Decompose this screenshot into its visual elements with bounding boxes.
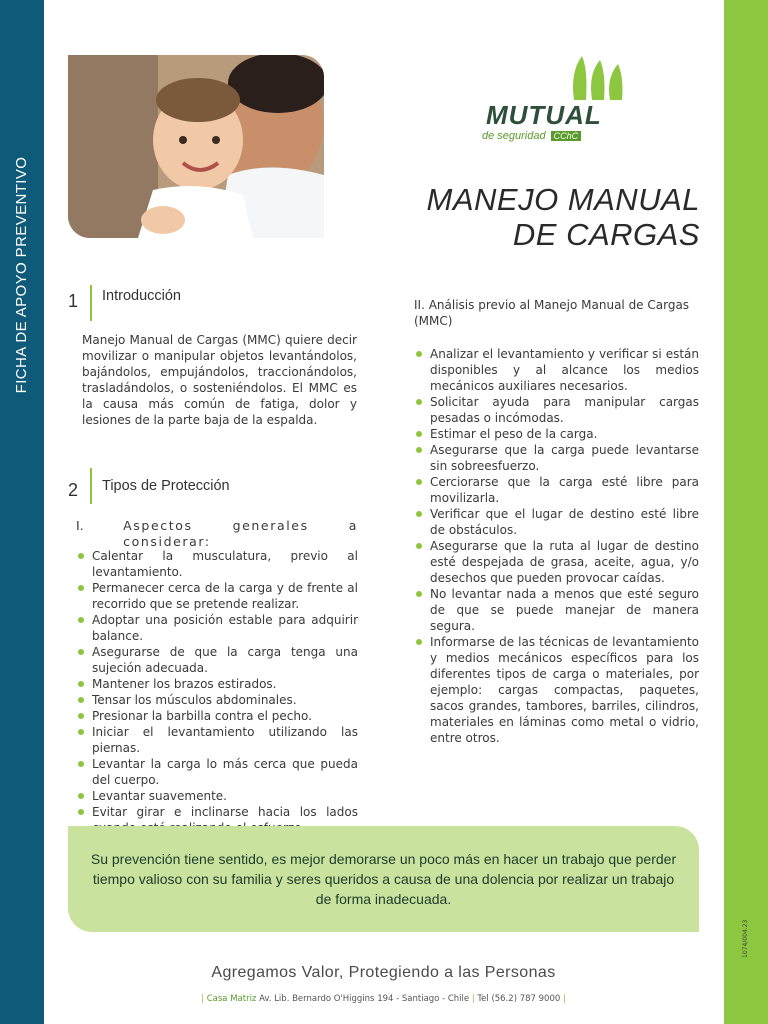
list-item: Iniciar el levantamiento utilizando las piernas. <box>76 724 358 756</box>
footer-tagline: Agregamos Valor, Protegiendo a las Personas <box>211 964 556 981</box>
list-item: Adoptar una posición estable para adquirir balance. <box>76 612 358 644</box>
logo-tag: CChC <box>551 131 582 141</box>
list-item: Asegurarse que la carga puede levantarse sin sobreesfuerzo. <box>414 442 699 474</box>
section-2-title: Tipos de Protección <box>102 478 230 494</box>
bullet-list-1 <box>76 548 358 836</box>
section-1-text: Manejo Manual de Cargas (MMC) quiere decir movilizar o manipular objetos levantándolos, bajándolos, empujándolos, traccionándolos, trasladándolos, o sosteniéndolos. El MMC es la causa más común de fatiga, dolor y lesiones de la parte baja de la espalda. <box>82 333 357 427</box>
list-item: Verificar que el lugar de destino esté libre de obstáculos. <box>414 506 699 538</box>
subsection-2-heading: II. Análisis previo al Manejo Manual de Cargas (MMC) <box>414 298 690 328</box>
list-item: Tensar los músculos abdominales. <box>76 692 358 708</box>
list-item: Informarse de las técnicas de levantamiento y medios mecánicos específicos para los diferentes tipos de carga o materiales, por ejemplo: cargas compactas, paquetes, sacos grandes, tambores, barriles, cilindros, materiales en láminas como metal o vidrio, entre otros. <box>414 634 699 746</box>
list-item: Asegurarse que la ruta al lugar de destino esté despejada de grasa, aceite, agua, y/o desechos que pueden provocar caídas. <box>414 538 699 586</box>
photo-illustration <box>68 55 324 238</box>
page-title <box>400 182 700 252</box>
list-item: No levantar nada a menos que esté seguro de que se puede manejar de manera segura. <box>414 586 699 634</box>
list-item: Presionar la barbilla contra el pecho. <box>76 708 358 724</box>
document-code: 1074/004.23 <box>742 919 749 958</box>
logo-mark-icon <box>568 52 628 102</box>
section-1-heading <box>68 285 181 321</box>
subsection-1-number: I. <box>76 518 84 533</box>
logo-subtitle-text: de seguridad <box>482 130 546 142</box>
section-1-bar <box>90 285 92 321</box>
list-item: Estimar el peso de la carga. <box>414 426 699 442</box>
section-2-bar <box>90 468 92 504</box>
list-item: Levantar la carga lo más cerca que pueda del cuerpo. <box>76 756 358 788</box>
list-item: Permanecer cerca de la carga y de frente al recorrido que se pretende realizar. <box>76 580 358 612</box>
address-text: Av. Lib. Bernardo O'Higgins 194 - Santiago - Chile <box>259 994 470 1004</box>
band-divider <box>722 0 724 1024</box>
separator: | <box>201 994 205 1004</box>
banner-text: Su prevención tiene sentido, es mejor demorarse un poco más en hacer un trabajo que perder tiempo valioso con su familia y seres queridos a causa de una dolencia por realizar un trabajo de forma inadecuada. <box>90 851 677 907</box>
list-item: Asegurarse de que la carga tenga una sujeción adecuada. <box>76 644 358 676</box>
list-item: Cerciorarse que la carga esté libre para movilizarla. <box>414 474 699 506</box>
bullet-list-2 <box>414 346 699 746</box>
subsection-1-label: Aspectos generales a considerar: <box>123 518 358 549</box>
footer-address <box>68 994 699 1004</box>
separator: | <box>471 994 475 1004</box>
section-2-number: 2 <box>68 480 79 500</box>
logo-name: MUTUAL <box>486 100 602 130</box>
list-item: Solicitar ayuda para manipular cargas pesadas o incómodas. <box>414 394 699 426</box>
list-item: Evitar girar e inclinarse hacia los lados <box>76 804 358 836</box>
subsection-1-heading <box>76 518 358 550</box>
title-line-2: DE CARGAS <box>512 217 700 252</box>
side-label: FICHA DE APOYO PREVENTIVO <box>13 156 30 394</box>
list-item: Levantar suavemente. <box>76 788 358 804</box>
side-band-right <box>724 0 768 1024</box>
title-line-1: MANEJO MANUAL <box>426 182 700 217</box>
prevention-banner <box>68 826 699 932</box>
phone-text: Tel (56.2) 787 9000 <box>477 994 561 1004</box>
side-band-left <box>0 0 44 1024</box>
separator: | <box>562 994 566 1004</box>
section-1-title: Introducción <box>102 288 181 304</box>
hero-photo <box>68 55 324 238</box>
list-item: Calentar la musculatura, previo al levantamiento. <box>76 548 358 580</box>
logo-subtitle <box>482 130 581 142</box>
hq-label: Casa Matriz <box>206 994 257 1004</box>
list-item: Mantener los brazos estirados. <box>76 676 358 692</box>
section-1-number: 1 <box>68 291 79 311</box>
list-item: Analizar el levantamiento y verificar si están disponibles y al alcance los medios mecánicos auxiliares necesarios. <box>414 346 699 394</box>
mutual-logo <box>478 52 668 142</box>
section-2-heading <box>68 468 230 504</box>
